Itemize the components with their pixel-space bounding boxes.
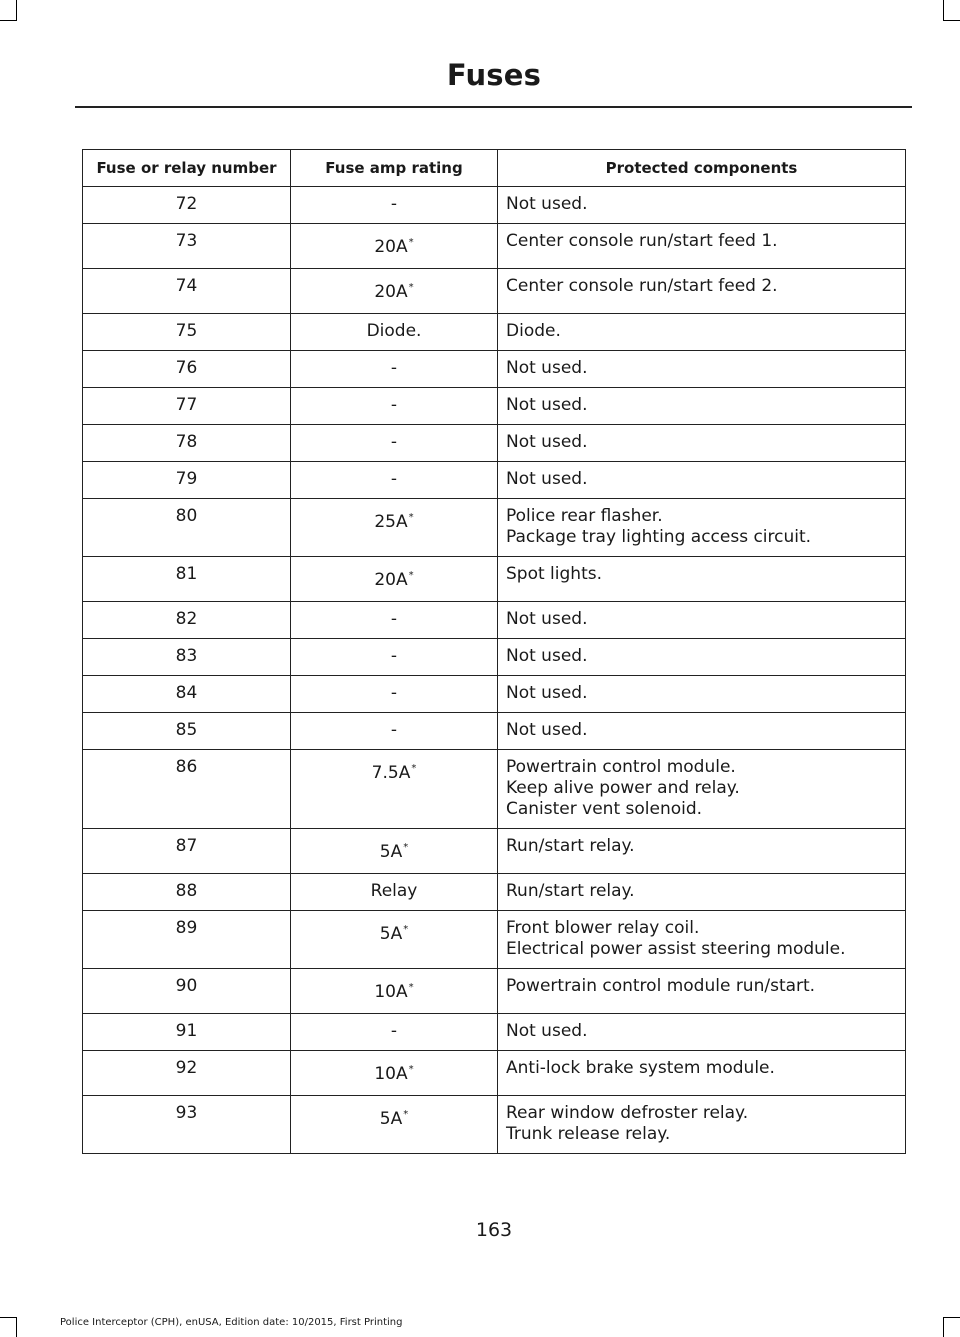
amp-rating-value: - [390,1021,398,1041]
fuse-number-cell: 90 [83,969,291,1014]
column-header-components: Protected components [498,150,906,187]
amp-rating [374,282,413,305]
crop-mark-bottom-left-h [0,1317,17,1318]
protected-components-cell [498,911,906,969]
protected-components-cell [498,462,906,499]
footnote-asterisk: * [408,237,414,248]
component-line: Diode. [506,321,561,341]
amp-rating-value: 20A [374,237,408,257]
table-row [83,874,906,911]
amp-rating-cell [291,187,498,224]
amp-rating [374,512,413,535]
table-header-row [83,150,906,187]
amp-rating-value: - [390,395,398,415]
footnote-asterisk: * [408,282,414,293]
component-line: Front blower relay coil. [506,918,700,938]
component-line: Rear window defroster relay. [506,1103,749,1123]
amp-rating-cell [291,911,498,969]
amp-rating-cell [291,969,498,1014]
amp-rating-cell [291,639,498,676]
amp-rating [371,881,418,902]
component-line: Canister vent solenoid. [506,799,703,819]
fuse-number-cell: 85 [83,713,291,750]
table-row [83,314,906,351]
crop-mark-bottom-left-v [16,1317,17,1337]
component-line: Keep alive power and relay. [506,778,740,798]
amp-rating-value: 20A [374,570,408,590]
protected-components-cell [498,676,906,713]
footnote-asterisk: * [403,924,409,935]
title-divider [75,106,912,108]
amp-rating [391,395,397,416]
amp-rating-cell [291,388,498,425]
amp-rating-value: - [390,194,398,214]
amp-rating-cell [291,602,498,639]
amp-rating [391,194,397,215]
fuse-number-cell: 87 [83,829,291,874]
protected-components-cell [498,1096,906,1154]
amp-rating-cell [291,676,498,713]
fuse-number-cell: 88 [83,874,291,911]
protected-components-cell [498,829,906,874]
component-line: Not used. [506,720,588,740]
amp-rating [374,570,413,593]
amp-rating [380,842,408,865]
amp-rating-cell [291,874,498,911]
amp-rating [391,1021,397,1042]
fuse-number-cell: 91 [83,1014,291,1051]
amp-rating-value: 5A [379,1109,403,1129]
table-row [83,829,906,874]
amp-rating-value: - [390,609,398,629]
footnote-asterisk: * [408,982,414,993]
footnote-asterisk: * [403,1109,409,1120]
component-line: Spot lights. [506,564,602,584]
footer-text: Police Interceptor (CPH), enUSA, Edition date: 10/2015, First Printing [60,1317,403,1328]
component-line: Not used. [506,683,588,703]
amp-rating [380,924,408,947]
table-row [83,187,906,224]
fuse-number-cell: 76 [83,351,291,388]
component-line: Not used. [506,358,588,378]
fuse-number-cell: 77 [83,388,291,425]
component-line: Powertrain control module run/start. [506,976,816,996]
footnote-asterisk: * [403,842,409,853]
amp-rating-cell [291,351,498,388]
column-header-fuse-number: Fuse or relay number [83,150,291,187]
amp-rating-value: 20A [374,282,408,302]
amp-rating-value: Relay [370,881,418,901]
amp-rating-cell [291,425,498,462]
table-row [83,425,906,462]
page-title: Fuses [446,58,542,92]
footnote-asterisk: * [408,512,414,523]
protected-components-cell [498,425,906,462]
crop-mark-top-left-h [0,20,17,21]
amp-rating-cell [291,499,498,557]
amp-rating-value: 25A [374,512,408,532]
crop-mark-top-left-v [16,0,17,20]
protected-components-cell [498,713,906,750]
fuse-number-cell: 74 [83,269,291,314]
amp-rating-cell [291,1051,498,1096]
component-line: Run/start relay. [506,836,635,856]
protected-components-cell [498,750,906,829]
table-row [83,639,906,676]
component-line: Not used. [506,646,588,666]
amp-rating-value: 7.5A [371,763,411,783]
amp-rating-cell [291,557,498,602]
table-row [83,602,906,639]
amp-rating-cell [291,1014,498,1051]
amp-rating [391,432,397,453]
fuse-number-cell: 73 [83,224,291,269]
component-line: Police rear flasher. [506,506,663,526]
amp-rating-value: - [390,646,398,666]
component-line: Center console run/start feed 1. [506,231,778,251]
component-line: Center console run/start feed 2. [506,276,778,296]
amp-rating [391,720,397,741]
fuse-number-cell: 72 [83,187,291,224]
table-row [83,713,906,750]
crop-mark-bottom-right-v [943,1317,944,1337]
amp-rating-value: Diode. [366,321,422,341]
amp-rating-cell [291,314,498,351]
table-row [83,1096,906,1154]
amp-rating [391,358,397,379]
protected-components-cell [498,1014,906,1051]
amp-rating-cell [291,269,498,314]
amp-rating-value: - [390,720,398,740]
protected-components-cell [498,187,906,224]
table-row [83,750,906,829]
table-row [83,224,906,269]
component-line: Not used. [506,469,588,489]
component-line: Trunk release relay. [506,1124,671,1144]
component-line: Not used. [506,395,588,415]
component-line: Package tray lighting access circuit. [506,527,812,547]
protected-components-cell [498,969,906,1014]
amp-rating-cell [291,1096,498,1154]
amp-rating-value: - [390,469,398,489]
component-line: Run/start relay. [506,881,635,901]
amp-rating [391,683,397,704]
component-line: Not used. [506,432,588,452]
table-row [83,1014,906,1051]
footnote-asterisk: * [408,1064,414,1075]
column-header-amp-rating: Fuse amp rating [291,150,498,187]
protected-components-cell [498,269,906,314]
protected-components-cell [498,388,906,425]
crop-mark-bottom-right-h [943,1317,960,1318]
component-line: Not used. [506,1021,588,1041]
amp-rating [367,321,422,342]
component-line: Powertrain control module. [506,757,736,777]
amp-rating-cell [291,750,498,829]
crop-mark-top-right-h [943,20,960,21]
protected-components-cell [498,874,906,911]
fuse-number-cell: 75 [83,314,291,351]
table-row [83,911,906,969]
amp-rating-value: - [390,683,398,703]
component-line: Not used. [506,609,588,629]
amp-rating [372,763,417,786]
amp-rating-value: - [390,432,398,452]
amp-rating [374,1064,413,1087]
fuse-number-cell: 81 [83,557,291,602]
amp-rating [391,609,397,630]
fuse-number-cell: 83 [83,639,291,676]
amp-rating-value: 10A [374,1064,408,1084]
amp-rating [391,646,397,667]
table-row [83,351,906,388]
protected-components-cell [498,602,906,639]
fuse-number-cell: 89 [83,911,291,969]
protected-components-cell [498,557,906,602]
amp-rating [380,1109,408,1132]
amp-rating-cell [291,462,498,499]
protected-components-cell [498,224,906,269]
fuse-number-cell: 80 [83,499,291,557]
amp-rating-value: - [390,358,398,378]
component-line: Electrical power assist steering module. [506,939,846,959]
table-row [83,969,906,1014]
footnote-asterisk: * [408,570,414,581]
fuse-table-body [83,187,906,1154]
amp-rating [391,469,397,490]
amp-rating-cell [291,713,498,750]
table-row [83,499,906,557]
component-line: Not used. [506,194,588,214]
protected-components-cell [498,314,906,351]
amp-rating-cell [291,224,498,269]
fuse-number-cell: 92 [83,1051,291,1096]
fuse-table [82,149,906,1154]
amp-rating [374,982,413,1005]
amp-rating-value: 5A [379,924,403,944]
fuse-number-cell: 84 [83,676,291,713]
protected-components-cell [498,499,906,557]
table-row [83,269,906,314]
table-row [83,1051,906,1096]
component-line: Anti-lock brake system module. [506,1058,775,1078]
fuse-number-cell: 86 [83,750,291,829]
fuse-number-cell: 82 [83,602,291,639]
amp-rating [374,237,413,260]
protected-components-cell [498,351,906,388]
page-number: 163 [475,1219,513,1241]
table-row [83,388,906,425]
table-row [83,676,906,713]
crop-mark-top-right-v [943,0,944,20]
amp-rating-cell [291,829,498,874]
protected-components-cell [498,1051,906,1096]
protected-components-cell [498,639,906,676]
amp-rating-value: 5A [379,842,403,862]
amp-rating-value: 10A [374,982,408,1002]
fuse-number-cell: 79 [83,462,291,499]
footnote-asterisk: * [411,763,417,774]
fuse-number-cell: 93 [83,1096,291,1154]
fuse-number-cell: 78 [83,425,291,462]
table-row [83,462,906,499]
table-row [83,557,906,602]
